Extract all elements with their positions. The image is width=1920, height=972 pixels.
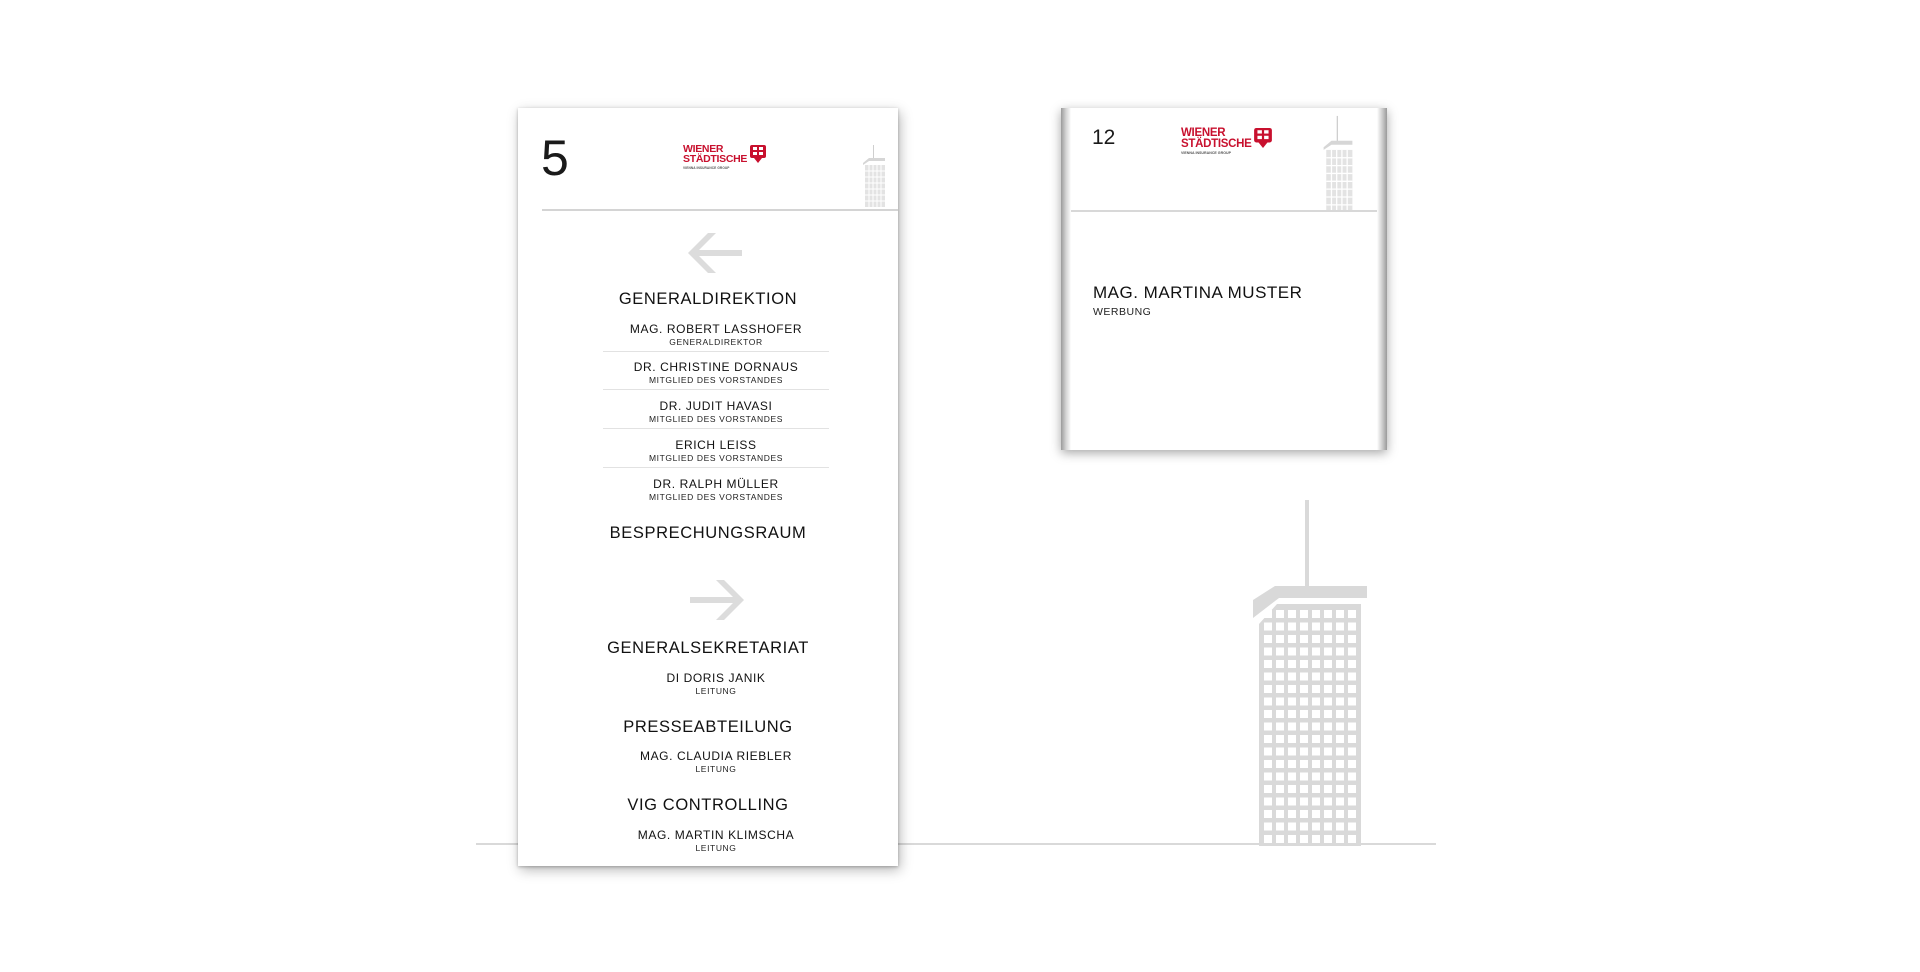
list-item xyxy=(603,749,829,774)
tower-window xyxy=(1324,748,1332,756)
tower-window xyxy=(1300,810,1308,818)
tower-window xyxy=(1288,698,1296,706)
tower-window xyxy=(1288,623,1296,631)
tower-window xyxy=(1264,773,1272,781)
tower-window xyxy=(1264,785,1272,793)
tower-window xyxy=(1288,635,1296,643)
tower-window xyxy=(1276,610,1284,618)
tower-window xyxy=(1264,623,1272,631)
tower-window xyxy=(1288,760,1296,768)
tower-window xyxy=(1312,748,1320,756)
tower-window xyxy=(1348,760,1356,768)
tower-window xyxy=(1324,723,1332,731)
tower-window xyxy=(1336,710,1344,718)
tower-window xyxy=(1348,623,1356,631)
occupant-name: MAG. MARTINA MUSTER xyxy=(1093,283,1303,302)
tower-window xyxy=(1300,798,1308,806)
person-role: MITGLIED DES VORSTANDES xyxy=(648,492,784,502)
tower-window xyxy=(1324,648,1332,656)
tower-window xyxy=(1264,723,1272,731)
tower-window xyxy=(1264,823,1272,831)
tower-window xyxy=(1348,673,1356,681)
tower-window xyxy=(1300,685,1308,693)
tower-window xyxy=(1312,823,1320,831)
tower-window xyxy=(1276,635,1284,643)
tower-window xyxy=(1312,773,1320,781)
tower-window xyxy=(1276,785,1284,793)
person-role: GENERALDIREKTOR xyxy=(669,337,763,347)
tower-window xyxy=(1336,685,1344,693)
tower-window xyxy=(1276,773,1284,781)
tower-window xyxy=(1276,835,1284,843)
list-item xyxy=(603,399,829,429)
tower-window xyxy=(1300,610,1308,618)
tower-window xyxy=(1276,798,1284,806)
tower-window xyxy=(1324,835,1332,843)
tower-window xyxy=(1264,760,1272,768)
tower-window xyxy=(1264,673,1272,681)
tower-window xyxy=(1348,748,1356,756)
person-role: LEITUNG xyxy=(695,843,737,853)
tower-window xyxy=(1312,760,1320,768)
tower-window xyxy=(1288,810,1296,818)
tower-window xyxy=(1276,723,1284,731)
arrow-left-icon xyxy=(688,233,744,273)
tower-window xyxy=(1276,710,1284,718)
tower-window xyxy=(1300,760,1308,768)
tower-window xyxy=(1336,785,1344,793)
tower-window xyxy=(1312,810,1320,818)
tower-window xyxy=(1264,635,1272,643)
tower-window xyxy=(1264,810,1272,818)
arrow-right-icon xyxy=(688,580,744,620)
person-name: MAG. MARTIN KLIMSCHA xyxy=(637,828,795,842)
list-item xyxy=(603,671,829,696)
tower-window xyxy=(1288,660,1296,668)
tower-window xyxy=(1300,748,1308,756)
tower-window xyxy=(1312,673,1320,681)
tower-window xyxy=(1312,623,1320,631)
tower-window xyxy=(1336,760,1344,768)
tower-window xyxy=(1348,648,1356,656)
floor-number: 5 xyxy=(541,130,569,186)
tower-window xyxy=(1312,710,1320,718)
tower-window xyxy=(1312,723,1320,731)
person-role: LEITUNG xyxy=(695,764,737,774)
tower-window xyxy=(1324,785,1332,793)
tower-window xyxy=(1264,648,1272,656)
tower-window xyxy=(1312,610,1320,618)
tower-window xyxy=(1336,723,1344,731)
tower-window xyxy=(1348,610,1356,618)
tower-window xyxy=(1336,735,1344,743)
tower-window xyxy=(1288,748,1296,756)
tower-window xyxy=(1336,610,1344,618)
person-name: DI DORIS JANIK xyxy=(666,671,766,685)
header-divider xyxy=(542,209,898,211)
logo-line1: WIENER xyxy=(683,143,724,155)
tower-window xyxy=(1300,673,1308,681)
tower-window xyxy=(1276,648,1284,656)
tower-window xyxy=(1288,610,1296,618)
tower-window xyxy=(1324,610,1332,618)
tower-window xyxy=(1348,773,1356,781)
tower-window xyxy=(1264,710,1272,718)
tower-window xyxy=(1348,635,1356,643)
section-heading: PRESSEABTEILUNG xyxy=(623,718,793,736)
list-item xyxy=(603,438,829,468)
small-tower-icon xyxy=(861,145,887,207)
tower-window xyxy=(1288,798,1296,806)
person-role: MITGLIED DES VORSTANDES xyxy=(648,453,784,463)
section-heading: GENERALDIREKTION xyxy=(618,290,798,308)
person-name: DR. RALPH MÜLLER xyxy=(653,477,779,491)
tower-window xyxy=(1324,623,1332,631)
tower-window xyxy=(1336,798,1344,806)
logo-tagline: VIENNA INSURANCE GROUP xyxy=(683,165,730,170)
tower-window xyxy=(1264,798,1272,806)
section-heading: BESPRECHUNGSRAUM xyxy=(609,524,807,542)
tower-window xyxy=(1324,823,1332,831)
tower-window xyxy=(1264,748,1272,756)
tower-window xyxy=(1336,810,1344,818)
tower-window xyxy=(1312,685,1320,693)
tower-window xyxy=(1300,660,1308,668)
tower-window xyxy=(1324,735,1332,743)
tower-window xyxy=(1300,710,1308,718)
tower-window xyxy=(1288,773,1296,781)
tower-window xyxy=(1312,648,1320,656)
tower-window xyxy=(1264,698,1272,706)
company-logo xyxy=(1181,128,1272,155)
logo-emblem-icon xyxy=(1254,128,1272,148)
person-role: MITGLIED DES VORSTANDES xyxy=(648,375,784,385)
tower-window xyxy=(1264,685,1272,693)
logo-line2: STÄDTISCHE xyxy=(683,152,748,165)
tower-illustration xyxy=(1243,500,1383,846)
person-name: DR. JUDIT HAVASI xyxy=(659,399,773,413)
tower-window xyxy=(1348,785,1356,793)
tower-window xyxy=(1276,685,1284,693)
tower-window xyxy=(1276,760,1284,768)
tower-window xyxy=(1348,698,1356,706)
tower-window xyxy=(1324,635,1332,643)
person-name: MAG. CLAUDIA RIEBLER xyxy=(639,749,793,763)
tower-window xyxy=(1288,685,1296,693)
tower-window xyxy=(1348,685,1356,693)
tower-window xyxy=(1288,735,1296,743)
tower-window xyxy=(1264,660,1272,668)
directory-sign xyxy=(518,108,898,866)
tower-window xyxy=(1264,835,1272,843)
tower-window xyxy=(1276,660,1284,668)
tower-window xyxy=(1288,648,1296,656)
tower-window xyxy=(1324,660,1332,668)
tower-window xyxy=(1276,735,1284,743)
tower-window xyxy=(1336,835,1344,843)
tower-window xyxy=(1312,785,1320,793)
tower-window xyxy=(1300,835,1308,843)
tower-window xyxy=(1324,760,1332,768)
tower-window xyxy=(1324,773,1332,781)
section-heading: VIG CONTROLLING xyxy=(627,796,789,814)
person-role: LEITUNG xyxy=(695,686,737,696)
person-name: DR. CHRISTINE DORNAUS xyxy=(633,360,799,374)
tower-window xyxy=(1264,735,1272,743)
tower-window xyxy=(1312,635,1320,643)
header-divider xyxy=(1071,210,1377,212)
tower-window xyxy=(1348,723,1356,731)
tower-window xyxy=(1336,823,1344,831)
tower-window xyxy=(1288,823,1296,831)
tower-window xyxy=(1336,623,1344,631)
logo-line2: STÄDTISCHE xyxy=(1181,137,1252,150)
tower-window xyxy=(1324,798,1332,806)
tower-window xyxy=(1300,698,1308,706)
tower-window xyxy=(1312,698,1320,706)
person-role: MITGLIED DES VORSTANDES xyxy=(648,414,784,424)
tower-window xyxy=(1348,660,1356,668)
tower-window xyxy=(1336,698,1344,706)
tower-window xyxy=(1348,823,1356,831)
tower-window xyxy=(1300,635,1308,643)
tower-window xyxy=(1348,835,1356,843)
tower-window xyxy=(1336,660,1344,668)
logo-tagline: VIENNA INSURANCE GROUP xyxy=(1181,150,1231,155)
tower-window xyxy=(1336,748,1344,756)
tower-window xyxy=(1276,698,1284,706)
list-item xyxy=(603,360,829,390)
tower-window xyxy=(1348,798,1356,806)
person-name: ERICH LEISS xyxy=(675,438,757,452)
tower-window xyxy=(1348,735,1356,743)
tower-window xyxy=(1276,673,1284,681)
tower-window xyxy=(1324,810,1332,818)
tower-window xyxy=(1336,773,1344,781)
person-name: MAG. ROBERT LASSHOFER xyxy=(629,322,803,336)
list-item xyxy=(603,828,829,853)
tower-window xyxy=(1324,685,1332,693)
tower-window xyxy=(1300,773,1308,781)
logo-line1: WIENER xyxy=(1181,127,1226,139)
tower-window xyxy=(1276,823,1284,831)
room-number: 12 xyxy=(1092,126,1116,149)
room-sign xyxy=(1061,108,1387,450)
tower-window xyxy=(1312,735,1320,743)
tower-window xyxy=(1276,623,1284,631)
tower-window xyxy=(1300,723,1308,731)
tower-window xyxy=(1264,610,1272,618)
tower-window xyxy=(1276,810,1284,818)
company-logo xyxy=(683,145,766,170)
occupant-department: WERBUNG xyxy=(1093,306,1152,318)
logo-emblem-icon xyxy=(750,145,766,163)
tower-window xyxy=(1288,723,1296,731)
tower-window xyxy=(1276,748,1284,756)
tower-window xyxy=(1300,785,1308,793)
tower-window xyxy=(1336,635,1344,643)
tower-window xyxy=(1288,835,1296,843)
small-tower-icon xyxy=(1321,115,1355,211)
tower-window xyxy=(1288,785,1296,793)
list-item xyxy=(603,477,829,502)
list-item xyxy=(603,322,829,352)
tower-window xyxy=(1288,710,1296,718)
tower-window xyxy=(1324,673,1332,681)
tower-window xyxy=(1324,698,1332,706)
tower-window xyxy=(1300,623,1308,631)
tower-window xyxy=(1312,835,1320,843)
tower-window xyxy=(1348,810,1356,818)
tower-window xyxy=(1300,648,1308,656)
tower-window xyxy=(1312,798,1320,806)
tower-window xyxy=(1312,660,1320,668)
tower-window xyxy=(1336,648,1344,656)
tower-window xyxy=(1336,673,1344,681)
tower-window xyxy=(1348,710,1356,718)
tower-window xyxy=(1300,735,1308,743)
tower-window xyxy=(1300,823,1308,831)
tower-window xyxy=(1288,673,1296,681)
tower-window xyxy=(1324,710,1332,718)
section-heading: GENERALSEKRETARIAT xyxy=(607,639,809,657)
